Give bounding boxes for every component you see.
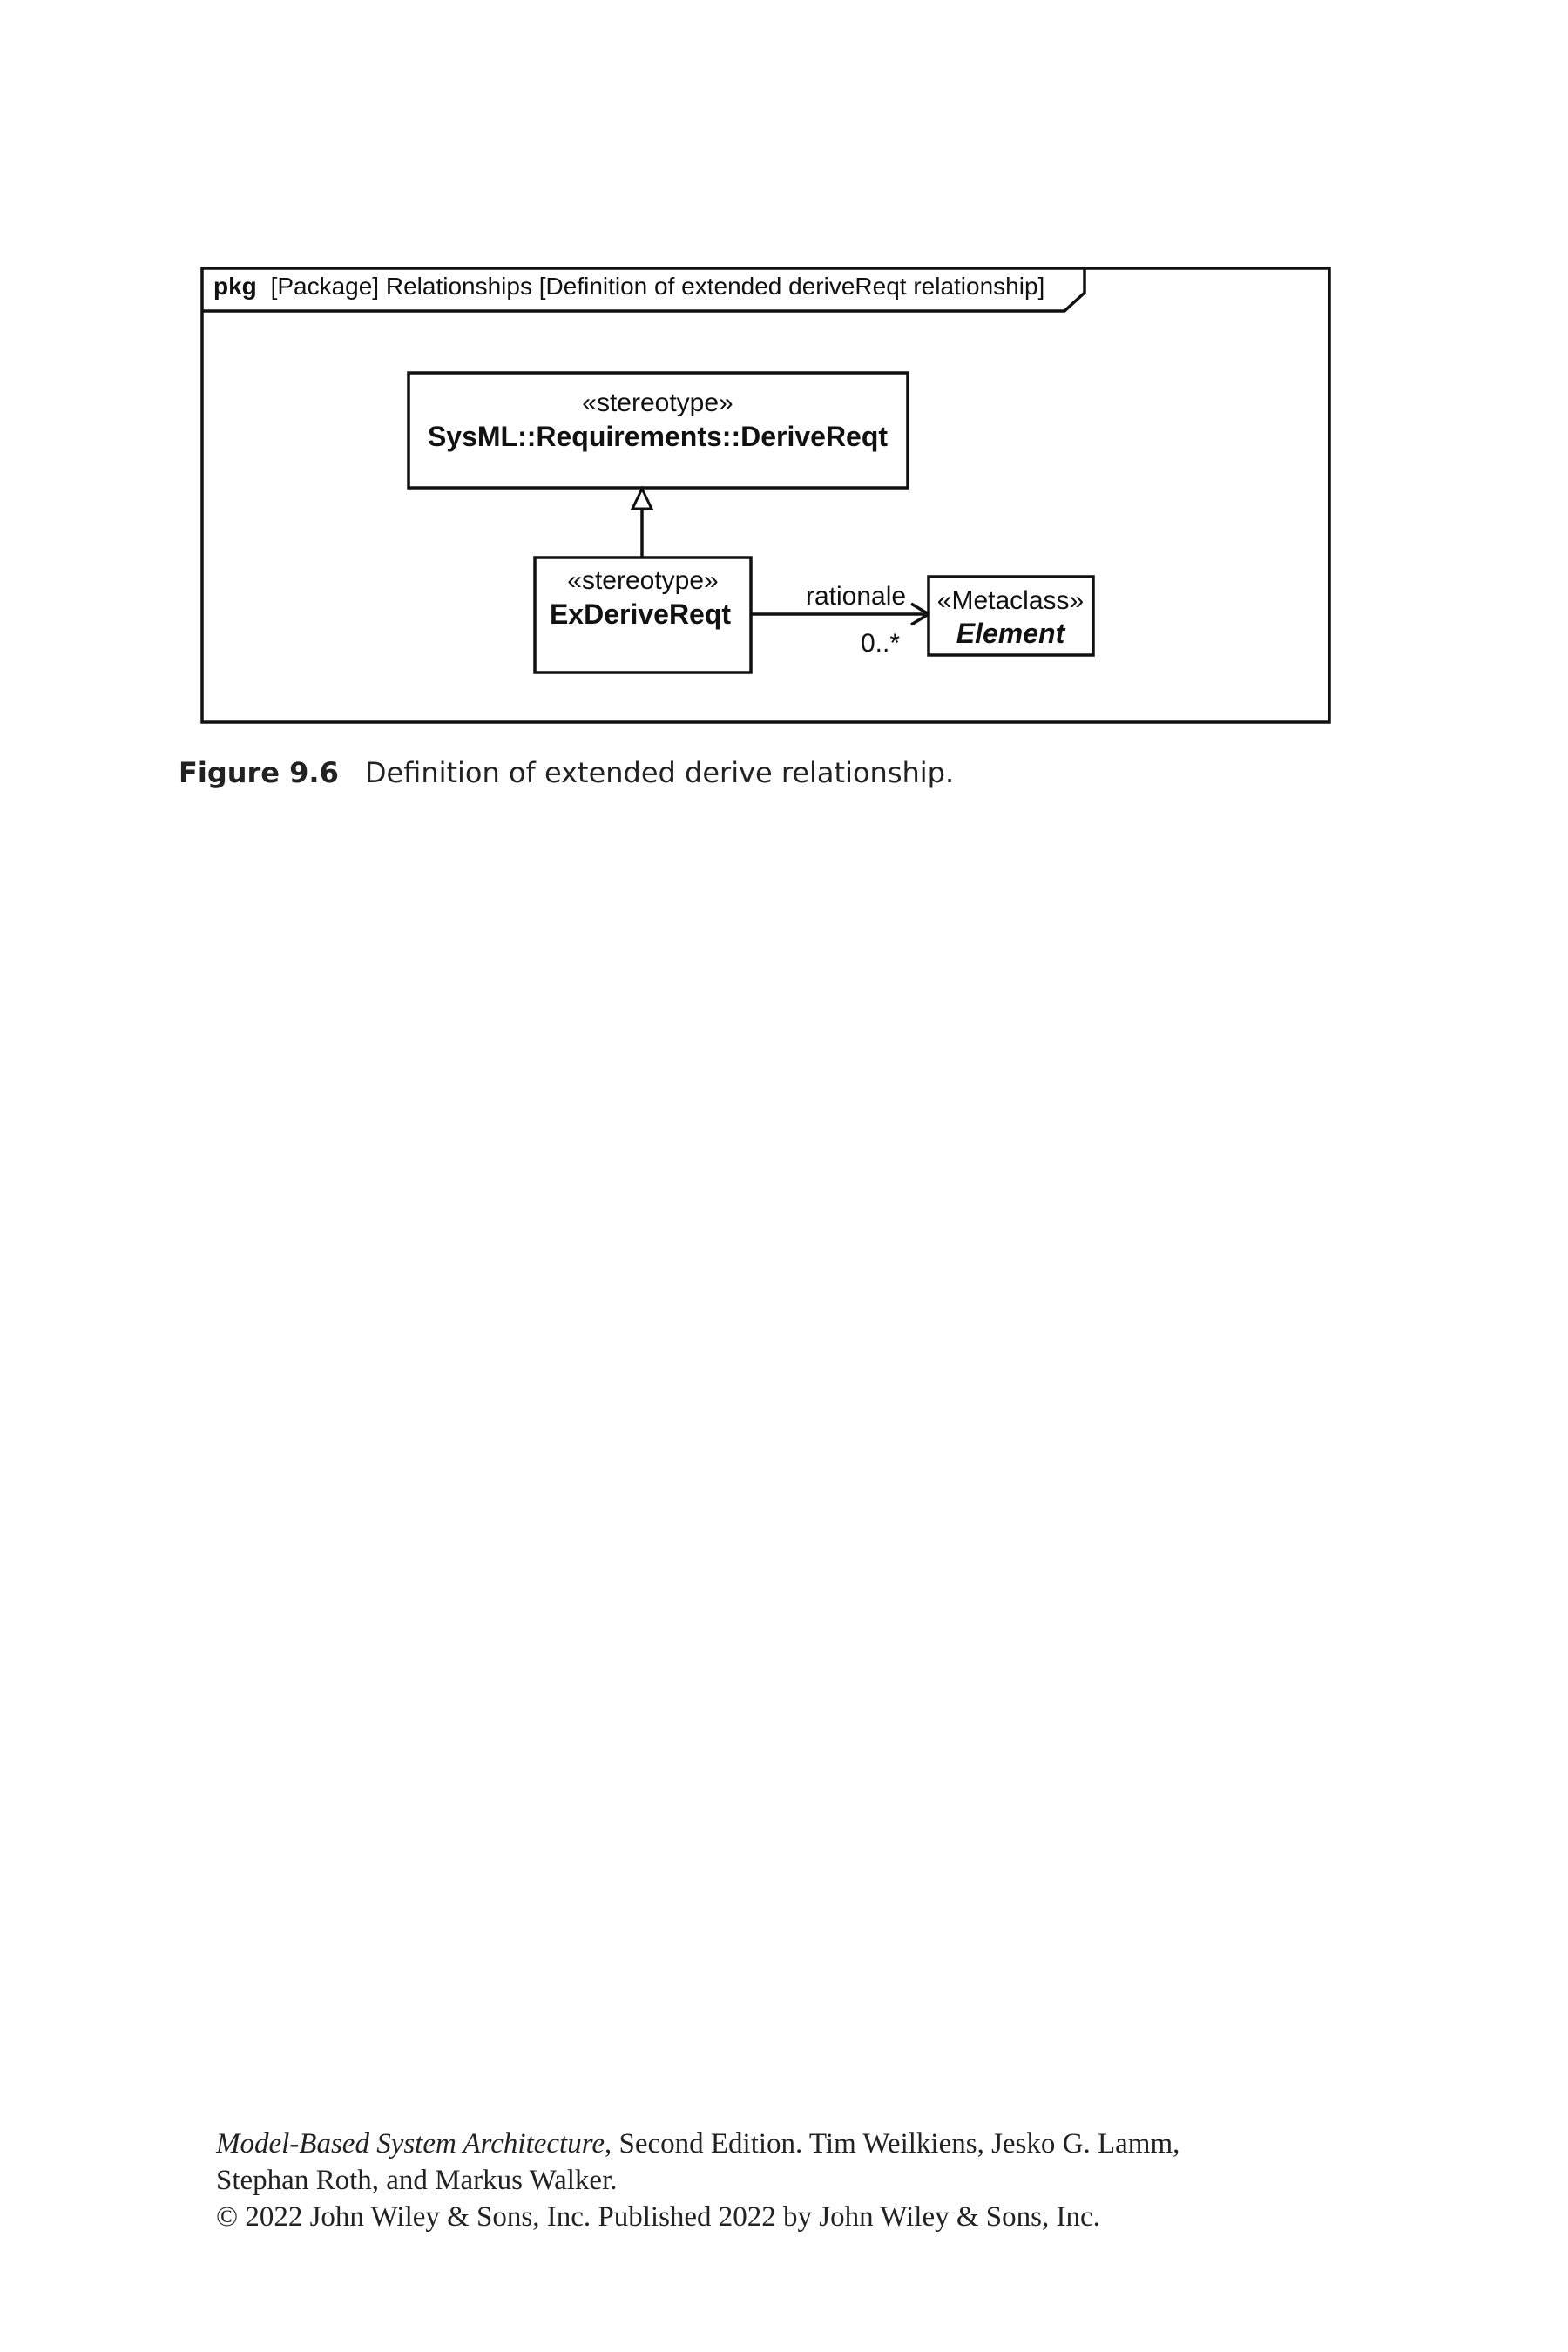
frame-header-text: [Package] Relationships [Definition of extended deriveReqt relationship] xyxy=(270,273,1045,300)
book-title: Model-Based System Architecture xyxy=(216,2128,605,2159)
credits-authors-1: , Second Edition. Tim Weilkiens, Jesko G. Lamm, xyxy=(604,2128,1180,2159)
credits-line-2: Stephan Roth, and Markus Walker. xyxy=(216,2165,618,2196)
figure-caption xyxy=(179,756,954,789)
association-multiplicity-label: 0..* xyxy=(861,629,901,658)
figure-caption-text: Definition of extended derive relationship. xyxy=(364,756,955,789)
generalization-arrowhead-icon xyxy=(632,489,652,509)
element-metaclass-block[interactable] xyxy=(929,577,1093,655)
generalization-edge xyxy=(632,489,652,558)
diagram-frame xyxy=(202,268,1329,722)
ex-derive-reqt-block[interactable] xyxy=(535,558,751,672)
derive-reqt-name: SysML::Requirements::DeriveReqt xyxy=(427,421,889,452)
credits-line-1 xyxy=(216,2126,1179,2162)
derive-reqt-stereotype: «stereotype» xyxy=(582,389,733,417)
credits-line-3: © 2022 John Wiley & Sons, Inc. Published 2022 by John Wiley & Sons, Inc. xyxy=(216,2201,1100,2233)
frame-kind: pkg xyxy=(213,273,257,300)
ex-derive-reqt-stereotype: «stereotype» xyxy=(567,566,719,595)
figure-label: Figure 9.6 xyxy=(179,756,339,789)
copyright-footer xyxy=(216,2126,1179,2235)
derive-reqt-block[interactable] xyxy=(409,373,908,488)
ex-derive-reqt-name: ExDeriveReqt xyxy=(549,598,732,630)
package-diagram xyxy=(0,0,1568,784)
frame-header xyxy=(213,273,1044,300)
association-role-label: rationale xyxy=(806,582,907,611)
element-name: Element xyxy=(956,618,1065,649)
element-stereotype: «Metaclass» xyxy=(936,586,1085,615)
association-edge xyxy=(751,582,929,658)
